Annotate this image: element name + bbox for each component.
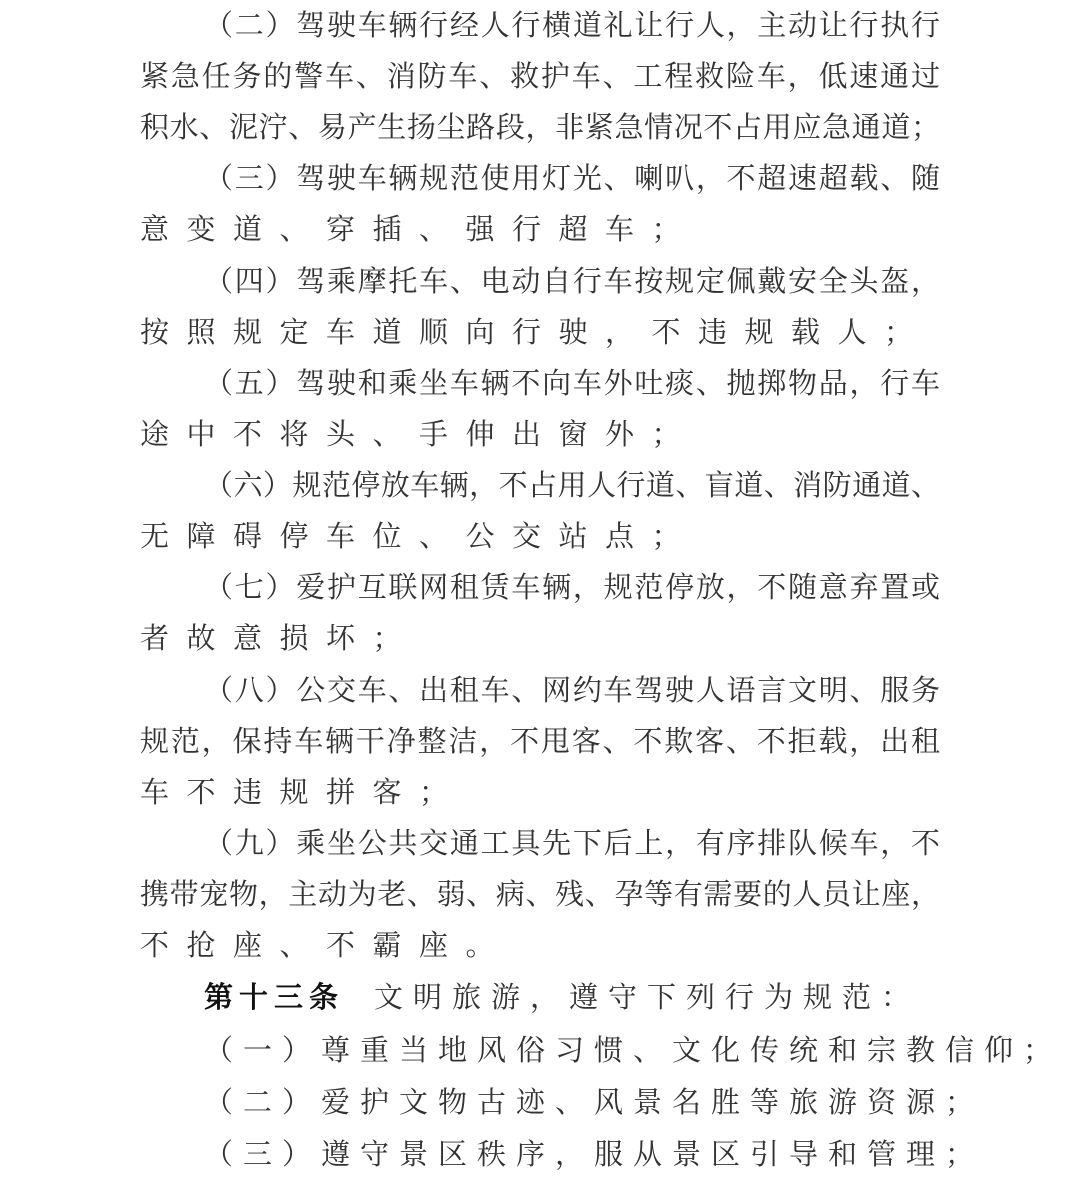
paragraph-9-line-1: （九）乘坐公共交通工具先下后上，有序排队候车，不	[204, 826, 940, 860]
paragraph-2-line-1: （二）驾驶车辆行经人行横道礼让行人，主动让行执行	[204, 8, 940, 42]
paragraph-3-line-1: （三）驾驶车辆规范使用灯光、喇叭，不超速超载、随	[204, 161, 940, 195]
article-13-item-3: （三）遵守景区秩序，服从景区引导和管理；	[204, 1137, 985, 1171]
article-13-heading	[204, 972, 920, 1023]
paragraph-8-line-1: （八）公交车、出租车、网约车驾驶人语言文明、服务	[204, 673, 940, 707]
paragraph-7-line-1: （七）爱护互联网租赁车辆，规范停放，不随意弃置或	[204, 570, 940, 604]
paragraph-6-line-2: 无障碍停车位、公交站点；	[140, 519, 699, 553]
paragraph-4-line-2: 按照规定车道顺向行驶，不违规载人；	[140, 315, 931, 349]
paragraph-5-line-2: 途中不将头、手伸出窗外；	[140, 417, 699, 451]
paragraph-9-line-2: 携带宠物，主动为老、弱、病、残、孕等有需要的人员让座，	[140, 877, 940, 911]
paragraph-3-line-2: 意变道、穿插、强行超车；	[140, 212, 699, 246]
article-title: 文明旅游，遵守下列行为规范：	[374, 980, 921, 1014]
paragraph-9-line-3: 不抢座、不霸座。	[140, 928, 513, 962]
paragraph-2-line-3: 积水、泥泞、易产生扬尘路段，非紧急情况不占用应急通道；	[140, 110, 940, 144]
paragraph-6-line-1: （六）规范停放车辆，不占用人行道、盲道、消防通道、	[204, 468, 940, 502]
paragraph-2-line-2: 紧急任务的警车、消防车、救护车、工程救险车，低速通过	[140, 59, 940, 93]
paragraph-5-line-1: （五）驾驶和乘坐车辆不向车外吐痰、抛掷物品，行车	[204, 366, 940, 400]
article-number: 第十三条	[204, 980, 345, 1014]
paragraph-7-line-2: 者故意损坏；	[140, 621, 420, 655]
paragraph-8-line-2: 规范，保持车辆干净整洁，不甩客、不欺客、不拒载，出租	[140, 724, 940, 758]
paragraph-4-line-1: （四）驾乘摩托车、电动自行车按规定佩戴安全头盔，	[204, 264, 940, 298]
article-13-item-1: （一）尊重当地风俗习惯、文化传统和宗教信仰；	[204, 1033, 1063, 1067]
article-13-item-2: （二）爱护文物古迹、风景名胜等旅游资源；	[204, 1085, 985, 1119]
paragraph-8-line-3: 车不违规拼客；	[140, 775, 466, 809]
